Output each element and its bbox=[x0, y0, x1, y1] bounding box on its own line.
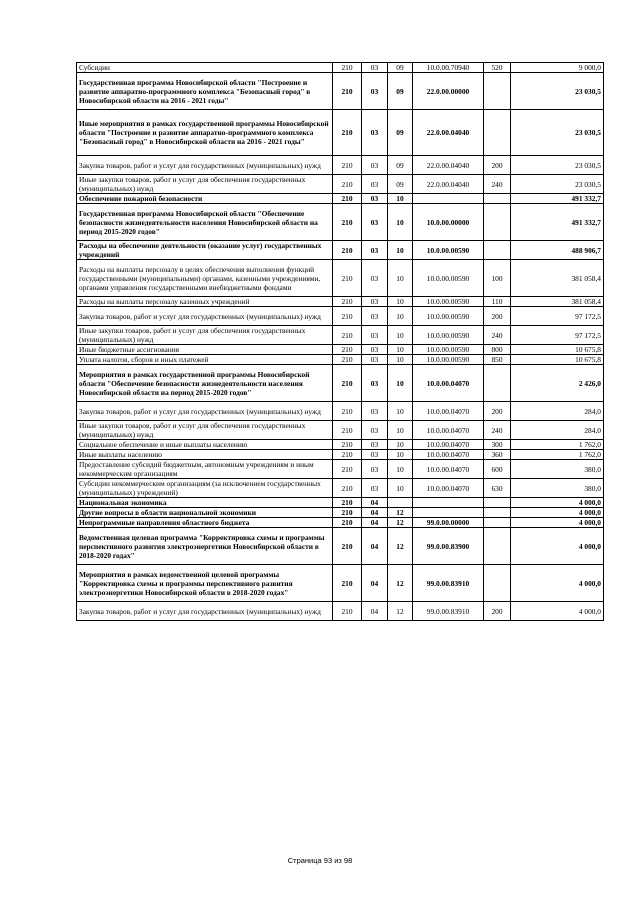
target-article-cell: 10.0.00.00590 bbox=[413, 260, 484, 297]
row-name-cell: Непрограммные направления областного бюджета bbox=[77, 518, 333, 528]
section-cell: 03 bbox=[362, 421, 388, 440]
subsection-cell: 09 bbox=[388, 63, 413, 73]
expense-type-cell bbox=[484, 204, 511, 241]
row-name-cell: Мероприятия в рамках ведомственной целевой программы "Корректировка схемы и программы перспективного развития электроэнергетики Новосибирской области в 2018-2020 годах" bbox=[77, 565, 333, 602]
row-name-cell: Иные мероприятия в рамках государственной программы Новосибирской области "Построение и развитие аппаратно-программного комплекса "Безопасный город" в Новосибирской области на 2016 - 2021 годы" bbox=[77, 110, 333, 156]
ved-cell: 210 bbox=[333, 326, 362, 345]
section-cell: 03 bbox=[362, 440, 388, 450]
amount-cell: 10 675,8 bbox=[511, 355, 604, 365]
table-row bbox=[77, 402, 604, 421]
table-row bbox=[77, 175, 604, 194]
ved-cell: 210 bbox=[333, 241, 362, 260]
ved-cell: 210 bbox=[333, 450, 362, 460]
table-row bbox=[77, 156, 604, 175]
expense-type-cell: 200 bbox=[484, 307, 511, 326]
row-name-cell: Обеспечение пожарной безопасности bbox=[77, 194, 333, 204]
target-article-cell: 10.0.00.00590 bbox=[413, 345, 484, 355]
expense-type-cell: 200 bbox=[484, 402, 511, 421]
table-row bbox=[77, 194, 604, 204]
amount-cell: 380,0 bbox=[511, 479, 604, 498]
amount-cell: 9 000,0 bbox=[511, 63, 604, 73]
target-article-cell: 10.0.00.04070 bbox=[413, 365, 484, 402]
amount-cell: 1 762,0 bbox=[511, 440, 604, 450]
target-article-cell: 10.0.00.04070 bbox=[413, 421, 484, 440]
expense-type-cell bbox=[484, 73, 511, 110]
section-cell: 03 bbox=[362, 450, 388, 460]
target-article-cell: 10.0.00.00590 bbox=[413, 355, 484, 365]
expense-type-cell bbox=[484, 194, 511, 204]
subsection-cell: 10 bbox=[388, 260, 413, 297]
ved-cell: 210 bbox=[333, 479, 362, 498]
row-name-cell: Ведомственная целевая программа "Корректировка схемы и программы перспективного развития электроэнергетики Новосибирской области в 2018-2020 годах" bbox=[77, 528, 333, 565]
ved-cell: 210 bbox=[333, 518, 362, 528]
target-article-cell: 10.0.00.70940 bbox=[413, 63, 484, 73]
amount-cell: 4 000,0 bbox=[511, 518, 604, 528]
expense-type-cell: 800 bbox=[484, 345, 511, 355]
target-article-cell: 99.0.00.83910 bbox=[413, 565, 484, 602]
ved-cell: 210 bbox=[333, 355, 362, 365]
section-cell: 04 bbox=[362, 602, 388, 621]
ved-cell: 210 bbox=[333, 175, 362, 194]
amount-cell: 4 000,0 bbox=[511, 508, 604, 518]
table-row bbox=[77, 297, 604, 307]
amount-cell: 1 762,0 bbox=[511, 450, 604, 460]
subsection-cell: 09 bbox=[388, 175, 413, 194]
row-name-cell: Иные закупки товаров, работ и услуг для обеспечения государственных (муниципальных) нужд bbox=[77, 175, 333, 194]
row-name-cell: Национальная экономика bbox=[77, 498, 333, 508]
ved-cell: 210 bbox=[333, 110, 362, 156]
table-row bbox=[77, 508, 604, 518]
amount-cell: 488 906,7 bbox=[511, 241, 604, 260]
subsection-cell: 12 bbox=[388, 602, 413, 621]
section-cell: 03 bbox=[362, 402, 388, 421]
subsection-cell: 10 bbox=[388, 355, 413, 365]
table-row bbox=[77, 355, 604, 365]
expense-type-cell: 240 bbox=[484, 175, 511, 194]
target-article-cell: 22.0.00.04040 bbox=[413, 175, 484, 194]
target-article-cell: 10.0.00.04070 bbox=[413, 450, 484, 460]
table-row bbox=[77, 498, 604, 508]
section-cell: 03 bbox=[362, 110, 388, 156]
table-row bbox=[77, 63, 604, 73]
section-cell: 04 bbox=[362, 518, 388, 528]
subsection-cell: 10 bbox=[388, 194, 413, 204]
ved-cell: 210 bbox=[333, 307, 362, 326]
ved-cell: 210 bbox=[333, 63, 362, 73]
row-name-cell: Субсидии bbox=[77, 63, 333, 73]
amount-cell: 284,0 bbox=[511, 402, 604, 421]
row-name-cell: Другие вопросы в области национальной экономики bbox=[77, 508, 333, 518]
section-cell: 03 bbox=[362, 345, 388, 355]
row-name-cell: Предоставление субсидий бюджетным, автономным учреждениям и иным некоммерческим организациям bbox=[77, 460, 333, 479]
table-row bbox=[77, 450, 604, 460]
ved-cell: 210 bbox=[333, 345, 362, 355]
expense-type-cell: 850 bbox=[484, 355, 511, 365]
row-name-cell: Государственная программа Новосибирской области "Обеспечение безопасности жизнедеятельности населения Новосибирской области на период 2015-2020 годов" bbox=[77, 204, 333, 241]
target-article-cell: 99.0.00.83910 bbox=[413, 602, 484, 621]
table-row bbox=[77, 345, 604, 355]
row-name-cell: Закупка товаров, работ и услуг для государственных (муниципальных) нужд bbox=[77, 602, 333, 621]
expense-type-cell bbox=[484, 518, 511, 528]
subsection-cell: 10 bbox=[388, 365, 413, 402]
amount-cell: 491 332,7 bbox=[511, 204, 604, 241]
table-row bbox=[77, 307, 604, 326]
subsection-cell: 10 bbox=[388, 421, 413, 440]
amount-cell: 4 000,0 bbox=[511, 528, 604, 565]
row-name-cell: Мероприятия в рамках государственной программы Новосибирской области "Обеспечение безопасности жизнедеятельности населения Новосибирской области на период 2015-2020 годов" bbox=[77, 365, 333, 402]
table-row bbox=[77, 260, 604, 297]
target-article-cell: 10.0.00.04070 bbox=[413, 402, 484, 421]
expense-type-cell bbox=[484, 498, 511, 508]
target-article-cell bbox=[413, 194, 484, 204]
target-article-cell: 99.0.00.83900 bbox=[413, 528, 484, 565]
expense-type-cell: 240 bbox=[484, 421, 511, 440]
subsection-cell: 09 bbox=[388, 73, 413, 110]
table-row bbox=[77, 565, 604, 602]
target-article-cell: 22.0.00.04040 bbox=[413, 110, 484, 156]
amount-cell: 4 000,0 bbox=[511, 602, 604, 621]
ved-cell: 210 bbox=[333, 498, 362, 508]
ved-cell: 210 bbox=[333, 204, 362, 241]
subsection-cell: 10 bbox=[388, 307, 413, 326]
subsection-cell: 12 bbox=[388, 565, 413, 602]
ved-cell: 210 bbox=[333, 156, 362, 175]
table-row bbox=[77, 518, 604, 528]
amount-cell: 97 172,5 bbox=[511, 326, 604, 345]
expense-type-cell bbox=[484, 365, 511, 402]
expense-type-cell bbox=[484, 528, 511, 565]
ved-cell: 210 bbox=[333, 565, 362, 602]
budget-table bbox=[76, 62, 604, 621]
section-cell: 03 bbox=[362, 460, 388, 479]
subsection-cell: 10 bbox=[388, 204, 413, 241]
target-article-cell: 10.0.00.00590 bbox=[413, 307, 484, 326]
section-cell: 03 bbox=[362, 73, 388, 110]
target-article-cell bbox=[413, 508, 484, 518]
expense-type-cell: 240 bbox=[484, 326, 511, 345]
amount-cell: 381 058,4 bbox=[511, 297, 604, 307]
amount-cell: 380,0 bbox=[511, 460, 604, 479]
subsection-cell: 12 bbox=[388, 508, 413, 518]
section-cell: 03 bbox=[362, 365, 388, 402]
table-row bbox=[77, 528, 604, 565]
ved-cell: 210 bbox=[333, 460, 362, 479]
section-cell: 03 bbox=[362, 326, 388, 345]
subsection-cell: 10 bbox=[388, 440, 413, 450]
subsection-cell: 10 bbox=[388, 450, 413, 460]
section-cell: 03 bbox=[362, 297, 388, 307]
expense-type-cell: 300 bbox=[484, 440, 511, 450]
section-cell: 03 bbox=[362, 355, 388, 365]
amount-cell: 23 030,5 bbox=[511, 110, 604, 156]
table-row bbox=[77, 326, 604, 345]
expense-type-cell: 520 bbox=[484, 63, 511, 73]
table-row bbox=[77, 421, 604, 440]
expense-type-cell: 110 bbox=[484, 297, 511, 307]
amount-cell: 284,0 bbox=[511, 421, 604, 440]
target-article-cell: 99.0.00.00000 bbox=[413, 518, 484, 528]
ved-cell: 210 bbox=[333, 440, 362, 450]
expense-type-cell bbox=[484, 110, 511, 156]
target-article-cell: 22.0.00.00000 bbox=[413, 73, 484, 110]
subsection-cell: 10 bbox=[388, 345, 413, 355]
ved-cell: 210 bbox=[333, 194, 362, 204]
expense-type-cell: 200 bbox=[484, 156, 511, 175]
expense-type-cell: 600 bbox=[484, 460, 511, 479]
row-name-cell: Субсидии некоммерческим организациям (за исключением государственных (муниципальных) учреждений) bbox=[77, 479, 333, 498]
expense-type-cell bbox=[484, 565, 511, 602]
section-cell: 03 bbox=[362, 194, 388, 204]
row-name-cell: Уплата налогов, сборов и иных платежей bbox=[77, 355, 333, 365]
subsection-cell: 10 bbox=[388, 460, 413, 479]
target-article-cell: 10.0.00.04070 bbox=[413, 440, 484, 450]
section-cell: 04 bbox=[362, 528, 388, 565]
subsection-cell: 10 bbox=[388, 479, 413, 498]
expense-type-cell bbox=[484, 241, 511, 260]
target-article-cell: 22.0.00.04040 bbox=[413, 156, 484, 175]
subsection-cell bbox=[388, 498, 413, 508]
subsection-cell: 12 bbox=[388, 528, 413, 565]
ved-cell: 210 bbox=[333, 602, 362, 621]
ved-cell: 210 bbox=[333, 260, 362, 297]
ved-cell: 210 bbox=[333, 508, 362, 518]
target-article-cell: 10.0.00.04070 bbox=[413, 479, 484, 498]
amount-cell: 10 675,8 bbox=[511, 345, 604, 355]
target-article-cell: 10.0.00.00590 bbox=[413, 241, 484, 260]
ved-cell: 210 bbox=[333, 421, 362, 440]
target-article-cell: 10.0.00.00590 bbox=[413, 297, 484, 307]
target-article-cell bbox=[413, 498, 484, 508]
table-row bbox=[77, 460, 604, 479]
subsection-cell: 09 bbox=[388, 110, 413, 156]
subsection-cell: 10 bbox=[388, 241, 413, 260]
ved-cell: 210 bbox=[333, 297, 362, 307]
row-name-cell: Закупка товаров, работ и услуг для государственных (муниципальных) нужд bbox=[77, 402, 333, 421]
expense-type-cell bbox=[484, 508, 511, 518]
amount-cell: 23 030,5 bbox=[511, 175, 604, 194]
row-name-cell: Иные закупки товаров, работ и услуг для обеспечения государственных (муниципальных) нужд bbox=[77, 326, 333, 345]
expense-type-cell: 100 bbox=[484, 260, 511, 297]
table-row bbox=[77, 241, 604, 260]
subsection-cell: 10 bbox=[388, 402, 413, 421]
section-cell: 04 bbox=[362, 498, 388, 508]
table-row bbox=[77, 73, 604, 110]
section-cell: 03 bbox=[362, 260, 388, 297]
page-footer: Страница 93 из 98 bbox=[287, 856, 353, 865]
row-name-cell: Закупка товаров, работ и услуг для государственных (муниципальных) нужд bbox=[77, 156, 333, 175]
table-row bbox=[77, 479, 604, 498]
row-name-cell: Иные бюджетные ассигнования bbox=[77, 345, 333, 355]
amount-cell: 97 172,5 bbox=[511, 307, 604, 326]
subsection-cell: 09 bbox=[388, 156, 413, 175]
row-name-cell: Расходы на выплаты персоналу в целях обеспечения выполнения функций государственными (муниципальными) органами, казенными учреждениями, органами управления государственными внебюджетными фондами bbox=[77, 260, 333, 297]
target-article-cell: 10.0.00.00000 bbox=[413, 204, 484, 241]
ved-cell: 210 bbox=[333, 73, 362, 110]
section-cell: 03 bbox=[362, 241, 388, 260]
amount-cell: 491 332,7 bbox=[511, 194, 604, 204]
target-article-cell: 10.0.00.00590 bbox=[413, 326, 484, 345]
section-cell: 03 bbox=[362, 63, 388, 73]
table-row bbox=[77, 110, 604, 156]
section-cell: 04 bbox=[362, 565, 388, 602]
amount-cell: 381 058,4 bbox=[511, 260, 604, 297]
row-name-cell: Расходы на выплаты персоналу казенных учреждений bbox=[77, 297, 333, 307]
section-cell: 03 bbox=[362, 156, 388, 175]
table-row bbox=[77, 440, 604, 450]
row-name-cell: Закупка товаров, работ и услуг для государственных (муниципальных) нужд bbox=[77, 307, 333, 326]
subsection-cell: 12 bbox=[388, 518, 413, 528]
ved-cell: 210 bbox=[333, 402, 362, 421]
amount-cell: 4 000,0 bbox=[511, 498, 604, 508]
amount-cell: 23 030,5 bbox=[511, 73, 604, 110]
section-cell: 03 bbox=[362, 479, 388, 498]
amount-cell: 4 000,0 bbox=[511, 565, 604, 602]
table-row bbox=[77, 204, 604, 241]
row-name-cell: Иные выплаты населению bbox=[77, 450, 333, 460]
table-row bbox=[77, 365, 604, 402]
section-cell: 03 bbox=[362, 175, 388, 194]
row-name-cell: Иные закупки товаров, работ и услуг для обеспечения государственных (муниципальных) нужд bbox=[77, 421, 333, 440]
ved-cell: 210 bbox=[333, 365, 362, 402]
row-name-cell: Расходы на обеспечение деятельности (оказание услуг) государственных учреждений bbox=[77, 241, 333, 260]
section-cell: 04 bbox=[362, 508, 388, 518]
table-row bbox=[77, 602, 604, 621]
row-name-cell: Социальное обеспечение и иные выплаты населению bbox=[77, 440, 333, 450]
expense-type-cell: 200 bbox=[484, 602, 511, 621]
row-name-cell: Государственная программа Новосибирской области "Построение и развитие аппаратно-программного комплекса "Безопасный город" в Новосибирской области на 2016 - 2021 годы" bbox=[77, 73, 333, 110]
expense-type-cell: 360 bbox=[484, 450, 511, 460]
expense-type-cell: 630 bbox=[484, 479, 511, 498]
section-cell: 03 bbox=[362, 307, 388, 326]
subsection-cell: 10 bbox=[388, 297, 413, 307]
ved-cell: 210 bbox=[333, 528, 362, 565]
target-article-cell: 10.0.00.04070 bbox=[413, 460, 484, 479]
subsection-cell: 10 bbox=[388, 326, 413, 345]
section-cell: 03 bbox=[362, 204, 388, 241]
amount-cell: 23 030,5 bbox=[511, 156, 604, 175]
amount-cell: 2 426,0 bbox=[511, 365, 604, 402]
